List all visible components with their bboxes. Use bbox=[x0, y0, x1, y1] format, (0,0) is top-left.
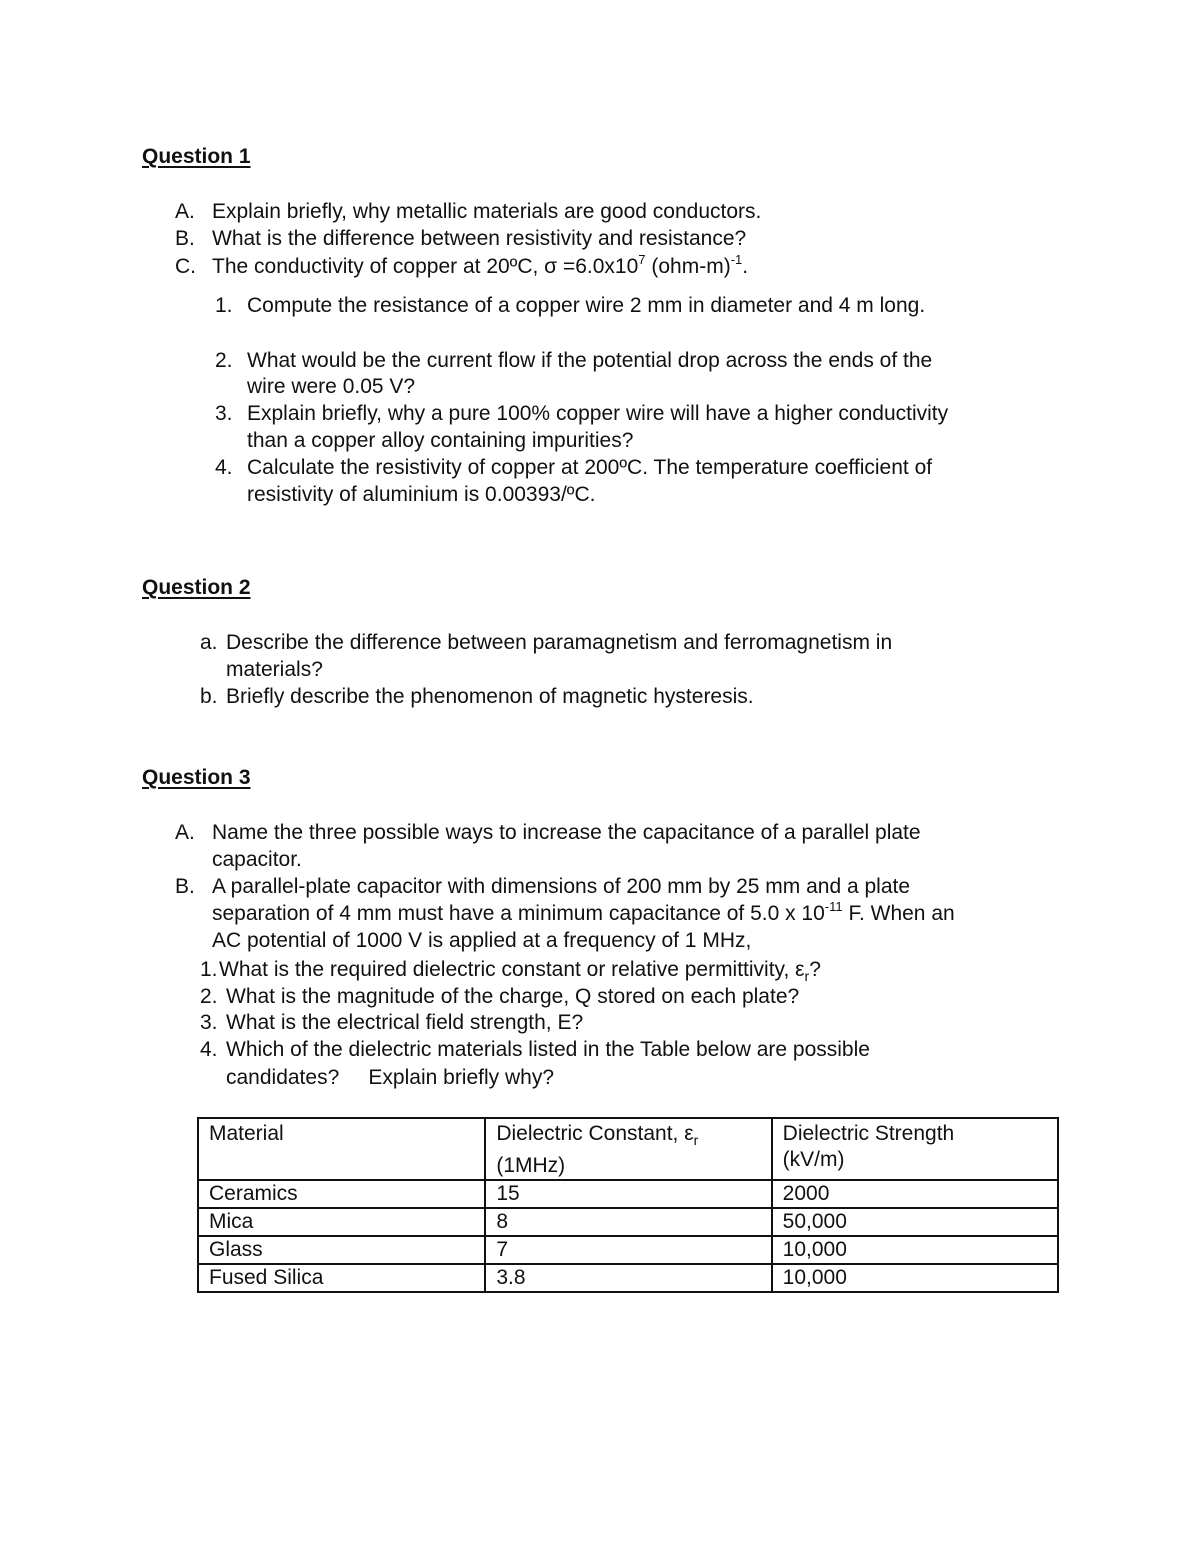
q3-b4-line2: candidates? Explain briefly why? bbox=[226, 1066, 555, 1089]
table-row bbox=[198, 1236, 1058, 1264]
table-header-dielectric-strength: Dielectric Strength (kV/m) bbox=[772, 1118, 1058, 1180]
table-cell: 50,000 bbox=[772, 1208, 1058, 1236]
q1-a-text: Explain briefly, why metallic materials are good conductors. bbox=[212, 200, 762, 223]
question-2-heading: Question 2 bbox=[142, 576, 251, 599]
q3-b-line2: separation of 4 mm must have a minimum capacitance of 5.0 x $10^{-11}$ F. When an bbox=[212, 899, 955, 925]
q1-c3-line2: than a copper alloy containing impurities? bbox=[247, 429, 634, 452]
q1-c2-line1: What would be the current flow if the potential drop across the ends of the bbox=[247, 349, 933, 372]
table-header-material: Material bbox=[198, 1118, 485, 1180]
q1-c2-line2: wire were 0.05 V? bbox=[247, 375, 416, 398]
dielectric-materials-table bbox=[197, 1117, 1059, 1293]
q3-b2-text: What is the magnitude of the charge, Q stored on each plate? bbox=[226, 985, 800, 1008]
q1-c3-line1: Explain briefly, why a pure 100% copper wire will have a higher conductivity bbox=[247, 402, 949, 425]
table-row bbox=[198, 1180, 1058, 1208]
q1-c-text: The conductivity of copper at 20ºC, $\sigma =6.0x10^7$ $(ohm-m)^{-1}$. bbox=[212, 252, 749, 278]
table-cell: Fused Silica bbox=[198, 1264, 485, 1292]
q3-b3-text: What is the electrical field strength, E? bbox=[226, 1011, 584, 1034]
q2-b-line1: Briefly describe the phenomenon of magnetic hysteresis. bbox=[226, 685, 754, 708]
q3-b4-line1: Which of the dielectric materials listed in the Table below are possible bbox=[226, 1038, 870, 1061]
q2-b-marker: b. bbox=[200, 685, 218, 708]
q1-c4-line1: Calculate the resistivity of copper at 200ºC. The temperature coefficient of bbox=[247, 456, 933, 479]
q1-c4-line2: resistivity of aluminium is 0.00393/ºC. bbox=[247, 483, 596, 506]
table-cell: Glass bbox=[198, 1236, 485, 1264]
q3-a-marker: A. bbox=[175, 821, 195, 844]
q3-a-line1: Name the three possible ways to increase the capacitance of a parallel plate bbox=[212, 821, 921, 844]
q1-c-marker: C. bbox=[175, 255, 196, 278]
q1-a-marker: A. bbox=[175, 200, 195, 223]
q1-c2-marker: 2. bbox=[215, 349, 233, 372]
table-row bbox=[198, 1264, 1058, 1292]
table-cell: Mica bbox=[198, 1208, 485, 1236]
q3-a-line2: capacitor. bbox=[212, 848, 302, 871]
q1-c3-marker: 3. bbox=[215, 402, 233, 425]
table-cell: 3.8 bbox=[485, 1264, 771, 1292]
q3-b-line1: A parallel-plate capacitor with dimensions of 200 mm by 25 mm and a plate bbox=[212, 875, 911, 898]
q1-c1-text: Compute the resistance of a copper wire 2 mm in diameter and 4 m long. bbox=[247, 294, 926, 317]
table-cell: 15 bbox=[485, 1180, 771, 1208]
q3-b1-marker: 1. bbox=[200, 958, 218, 981]
q1-b-text: What is the difference between resistivity and resistance? bbox=[212, 227, 747, 250]
q3-b-line3: AC potential of 1000 V is applied at a frequency of 1 MHz, bbox=[212, 929, 752, 952]
q3-b3-marker: 3. bbox=[200, 1011, 218, 1034]
table-cell: 7 bbox=[485, 1236, 771, 1264]
table-header-dielectric-constant: Dielectric Constant, $\varepsilon_r$ (1MHz) bbox=[485, 1118, 771, 1180]
q2-a-marker: a. bbox=[200, 631, 218, 654]
table-cell: 10,000 bbox=[772, 1236, 1058, 1264]
q3-b1-text: What is the required dielectric constant or relative permittivity, $\varepsilon_r$? bbox=[219, 958, 821, 985]
q2-a-line1: Describe the difference between paramagnetism and ferromagnetism in bbox=[226, 631, 893, 654]
table-cell: 2000 bbox=[772, 1180, 1058, 1208]
table-header-row bbox=[198, 1118, 1058, 1180]
q1-c4-marker: 4. bbox=[215, 456, 233, 479]
table-cell: 10,000 bbox=[772, 1264, 1058, 1292]
table-row bbox=[198, 1208, 1058, 1236]
table-cell: 8 bbox=[485, 1208, 771, 1236]
table-cell: Ceramics bbox=[198, 1180, 485, 1208]
q1-b-marker: B. bbox=[175, 227, 195, 250]
q3-b2-marker: 2. bbox=[200, 985, 218, 1008]
q2-a-line2: materials? bbox=[226, 658, 323, 681]
q3-b-marker: B. bbox=[175, 875, 195, 898]
question-3-heading: Question 3 bbox=[142, 766, 251, 789]
q1-c1-marker: 1. bbox=[215, 294, 233, 317]
q3-b4-marker: 4. bbox=[200, 1038, 218, 1061]
question-1-heading: Question 1 bbox=[142, 145, 251, 168]
